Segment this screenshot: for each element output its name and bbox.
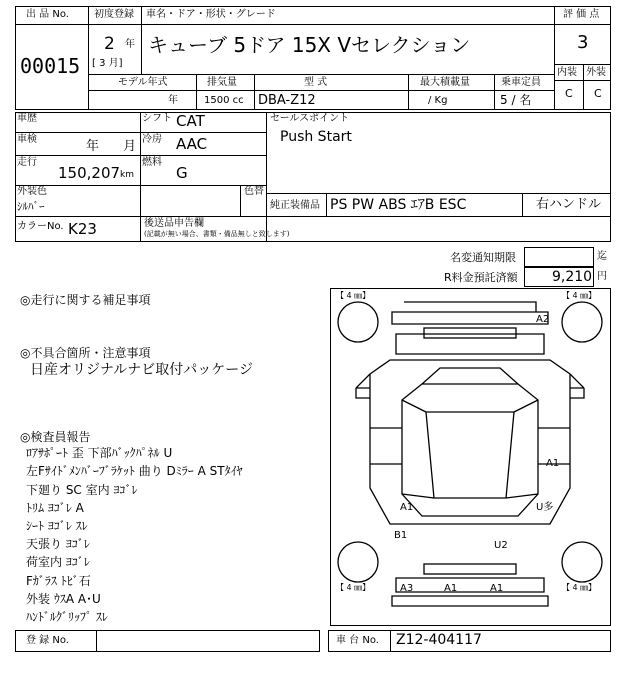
displacement: 1500 cc [204, 95, 244, 106]
car-name-label: 車名・ドア・形状・グレード [146, 9, 276, 20]
name-change-box [524, 247, 594, 267]
shift-label: シフト [142, 113, 172, 124]
score-label: 評 価 点 [563, 9, 600, 20]
score: 3 [577, 32, 589, 53]
inspector-line: 荷室内 ﾖｺﾞﾚ [26, 555, 90, 569]
inspector-line: ｼｰﾄ ﾖｺﾞﾚ ｽﾚ [26, 519, 88, 533]
chassis-label: 車 台 No. [336, 635, 379, 646]
after-report-label: 後送品申告欄 [144, 218, 204, 229]
ext-color-label: 外装色 [17, 186, 47, 197]
damage-mark: A1 [546, 458, 560, 469]
exterior-grade: C [594, 87, 602, 100]
ac-label: 冷房 [142, 134, 162, 145]
inspector-line: ﾊﾝﾄﾞﾙｸﾞﾘｯﾌﾟ ｽﾚ [26, 610, 108, 624]
capacity: 5 / 名 [500, 93, 532, 107]
name-change-unit: 迄 [597, 251, 607, 262]
inspector-line: 下廻り SC 室内 ﾖｺﾞﾚ [26, 483, 138, 497]
tire-depth-fl: 【 4 ㎜】 [336, 291, 371, 300]
capacity-label: 乗車定員 [501, 77, 541, 88]
color-no: K23 [68, 220, 97, 238]
exterior-label: 外装 [586, 67, 606, 78]
first-reg-year: 2 [104, 34, 115, 54]
equipment: PS PW ABS ｴｱB ESC [330, 197, 467, 213]
damage-mark: A2 [536, 314, 550, 325]
first-reg-label: 初度登録 [94, 9, 134, 20]
damage-mark: B1 [394, 530, 408, 541]
damage-mark: A1 [444, 583, 458, 594]
sales-point: Push Start [280, 129, 352, 145]
model-year-unit: 年 [168, 95, 178, 106]
recycle-unit: 円 [597, 271, 607, 282]
inspector-line: Fｶﾞﾗｽ ﾄﾋﾞ石 [26, 574, 91, 588]
max-load: / Kg [428, 95, 448, 106]
max-load-label: 最大積載量 [420, 77, 470, 88]
damage-mark: A1 [490, 583, 504, 594]
shift: CAT [176, 112, 205, 130]
name-change-label: 名変通知期限 [450, 251, 516, 264]
defects-text: 日産オリジナルナビ取付パッケージ [30, 362, 254, 378]
displacement-label: 排気量 [207, 77, 237, 88]
inspector-title: ◎検査員報告 [20, 430, 91, 444]
inspector-line: 外装 ｳｽA A･U [26, 592, 101, 606]
defects-title: ◎不具合箇所・注意事項 [20, 346, 151, 360]
tire-depth-rr: 【 4 ㎜】 [562, 583, 597, 592]
tire-depth-fr: 【 4 ㎜】 [562, 291, 597, 300]
inspection: 年 月 [86, 139, 137, 154]
history-label: 車歴 [17, 113, 37, 124]
interior-label: 内装 [557, 67, 577, 78]
equipment-label: 純正装備品 [270, 200, 320, 211]
damage-mark: U2 [494, 540, 508, 551]
damage-mark: A3 [400, 583, 414, 594]
tire-depth-rl: 【 4 ㎜】 [336, 583, 371, 592]
inspector-line: 左Fｻｲﾄﾞﾒﾝﾊﾞｰﾌﾞﾗｹｯﾄ 曲り Dﾐﾗｰ A STﾀｲﾔ [26, 464, 243, 478]
inspector-line: 天張り ﾖｺﾞﾚ [26, 537, 90, 551]
first-reg-month: [ 3 月] [92, 58, 123, 69]
type: DBA-Z12 [258, 93, 316, 108]
year-unit: 年 [125, 39, 135, 50]
damage-mark: A1 [400, 502, 414, 513]
color-no-label: カラーNo. [17, 221, 64, 232]
mileage-unit: km [120, 170, 134, 180]
recycle-label: R料金預託済額 [444, 271, 518, 284]
sales-point-label: セールスポイント [270, 113, 350, 124]
steering: 右ハンドル [536, 197, 602, 212]
car-damage-diagram [330, 288, 611, 626]
inspector-line: ﾛｱｻﾎﾟｰﾄ 歪 下部ﾊﾞｯｸﾊﾟﾈﾙ U [26, 446, 173, 460]
driving-notes-title: ◎走行に関する補足事項 [20, 293, 151, 307]
inspector-line: ﾄﾘﾑ ﾖｺﾞﾚ A [26, 501, 84, 515]
lot-no-label: 出 品 No. [26, 9, 69, 20]
repaint-label: 色替 [244, 186, 264, 197]
ext-color: ｼﾙﾊﾞｰ [17, 200, 45, 213]
lot-no: 00015 [20, 54, 81, 78]
after-report-note: (記載が無い場合、書類・備品無しと致します) [144, 230, 290, 238]
model-year-label: モデル年式 [118, 77, 168, 88]
inspection-label: 車検 [17, 134, 37, 145]
ac: AAC [176, 135, 208, 153]
recycle-value: 9,210 [552, 269, 593, 285]
damage-mark: U多 [536, 502, 554, 513]
chassis-no: Z12-404117 [396, 632, 482, 648]
interior-grade: C [565, 87, 573, 100]
fuel-label: 燃料 [142, 157, 162, 168]
car-name: キューブ 5ドア 15X Vセレクション [148, 33, 471, 57]
mileage-label: 走行 [17, 157, 37, 168]
type-label: 型 式 [304, 77, 328, 88]
fuel: G [176, 164, 188, 182]
mileage: 150,207 [58, 164, 121, 182]
reg-no-label: 登 録 No. [26, 635, 69, 646]
